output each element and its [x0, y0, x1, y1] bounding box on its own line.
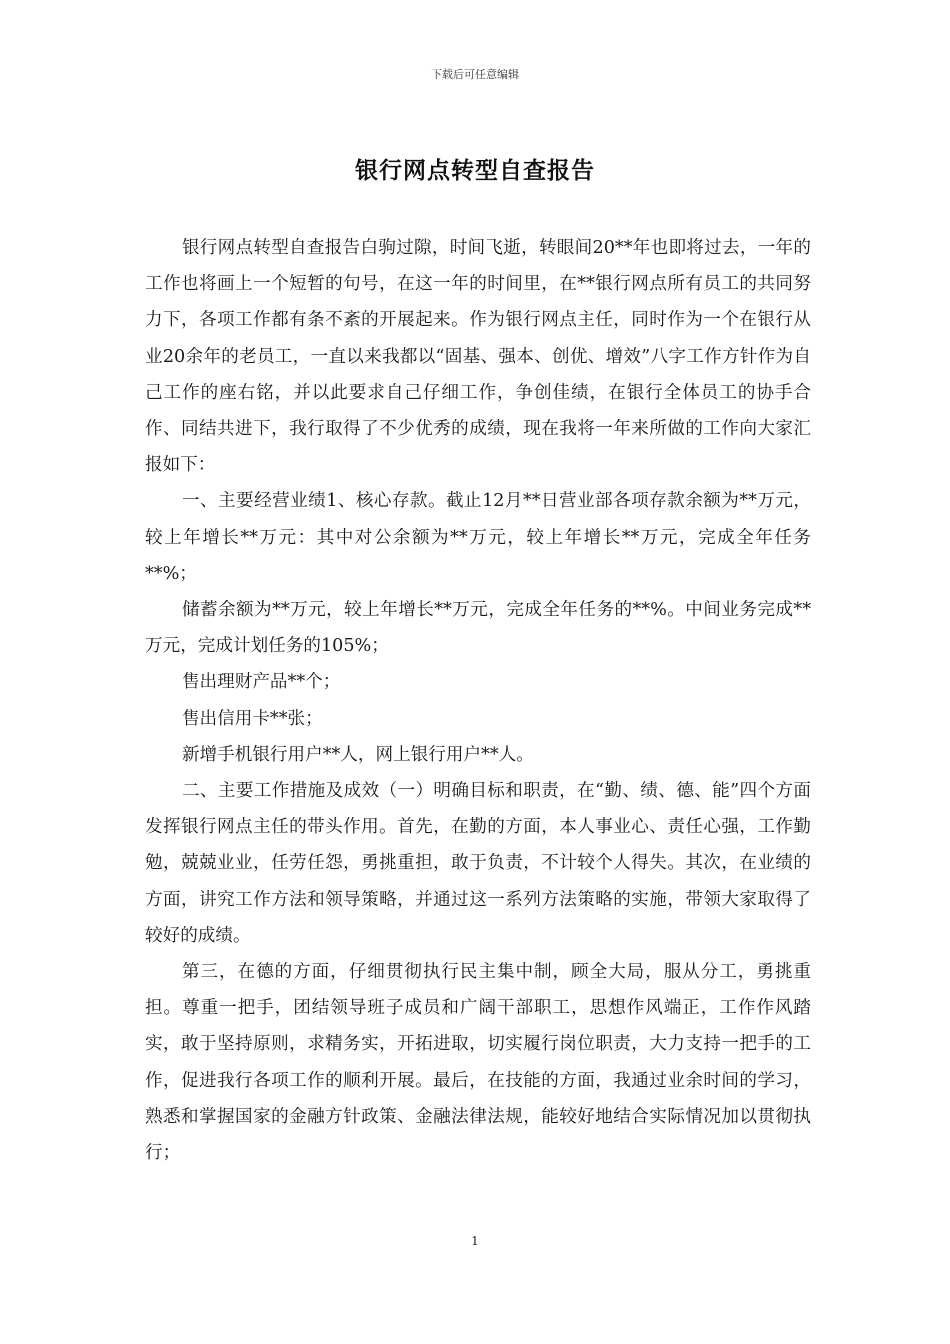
paragraph-work-measures: 二、主要工作措施及成效（一）明确目标和职责，在“勤、绩、德、能”四个方面发挥银行网点主任的带头作用。首先，在勤的方面，本人事业心、责任心强，工作勤勉，兢兢业业，任劳任怨，勇挑重担，敢于负责，不计较个人得失。其次，在业绩的方面，讲究工作方法和领导策略，并通过这一系列方法策略的实施，带领大家取得了较好的成绩。: [145, 781, 811, 946]
paragraph-wealth-products: 售出理财产品**个；: [181, 672, 341, 693]
paragraph-mobile-banking: 新增手机银行用户**人，网上银行用户**人。: [181, 744, 534, 765]
paragraph-credit-cards: 售出信用卡**张；: [181, 708, 323, 729]
paragraph-intro: 银行网点转型自查报告白驹过隙，时间飞逝，转眼间20**年也即将过去，一年的工作也将画上一个短暂的句号，在这一年的时间里，在**银行网点所有员工的共同努力下，各项工作都有条不紊的开展起来。作为银行网点主任，同时作为一个在银行从业20余年的老员工，一直以来我都以“固基、强本、创优、增效”八字工作方针作为自己工作的座右铭，并以此要求自己仔细工作，争创佳绩，在银行全体员工的协手合作、同结共进下，我行取得了不少优秀的成绩，现在我将一年来所做的工作向大家汇报如下：: [145, 238, 811, 476]
header-note: 下载后可任意编辑: [431, 68, 519, 81]
document-body: [145, 230, 811, 1171]
paragraph-morality-skills: 第三，在德的方面，仔细贯彻执行民主集中制，顾全大局，服从分工，勇挑重担。尊重一把手，团结领导班子成员和广阔干部职工，思想作风端正，工作作风踏实，敢于坚持原则，求精务实，开拓进取，切实履行岗位职责，大力支持一把手的工作，促进我行各项工作的顺利开展。最后，在技能的方面，我通过业余时间的学习，熟悉和掌握国家的金融方针政策、金融法律法规，能较好地结合实际情况加以贯彻执行；: [145, 962, 811, 1164]
paragraph-core-deposits: 一、主要经营业绩1、核心存款。截止12月**日营业部各项存款余额为**万元，较上年增长**万元：其中对公余额为**万元，较上年增长**万元，完成全年任务**%；: [145, 491, 811, 584]
paragraph-savings: 储蓄余额为**万元，较上年增长**万元，完成全年任务的**%。中间业务完成**万元，完成计划任务的105%；: [145, 600, 811, 657]
page-number: 1: [471, 1234, 479, 1248]
document-title: 银行网点转型自查报告: [355, 158, 595, 184]
